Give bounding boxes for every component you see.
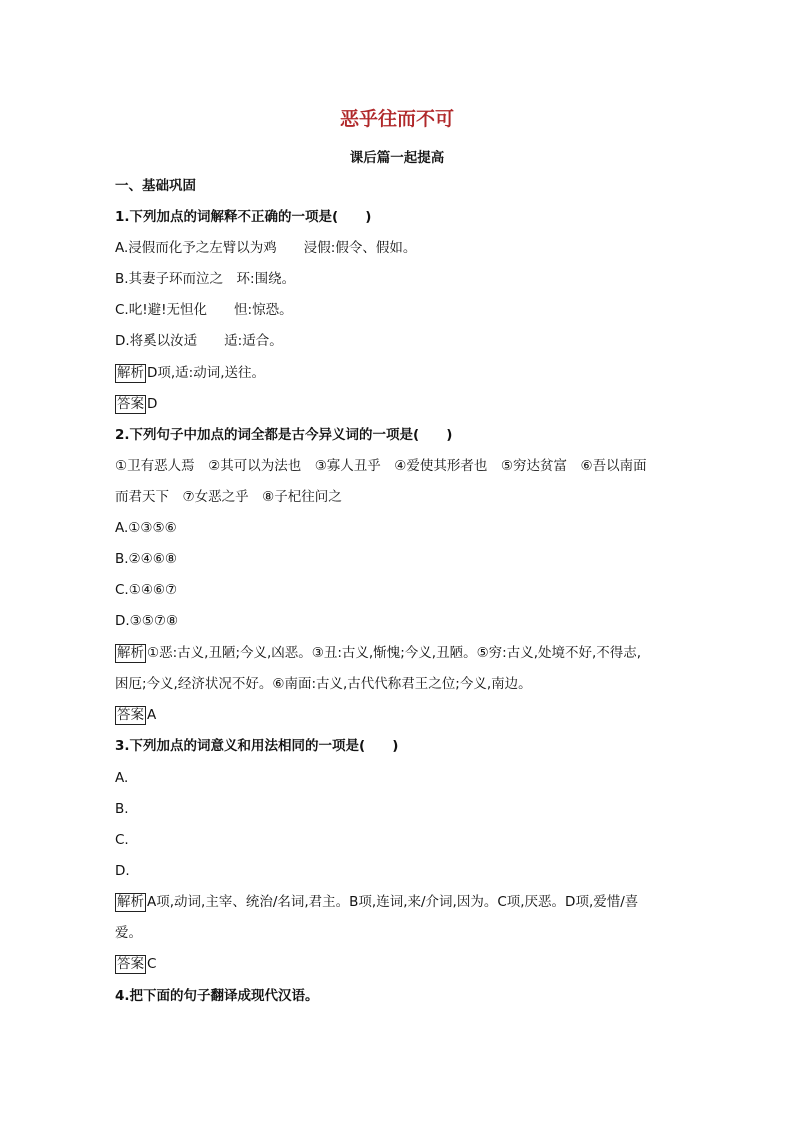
q2-analysis-text: ①恶:古义,丑陋;今义,凶恶。③丑:古义,惭愧;今义,丑陋。⑤穷:古义,处境不好,不得志, bbox=[147, 645, 642, 661]
q1-answer bbox=[115, 394, 157, 414]
q3-stem: 3.下列加点的词意义和用法相同的一项是( ) bbox=[115, 738, 399, 754]
q2-stem: 2.下列句子中加点的词全都是古今异义词的一项是( ) bbox=[115, 427, 453, 443]
q1-option-a: A.浸假而化予之左臂以为鸡 浸假:假令、假如。 bbox=[115, 240, 417, 256]
q3-answer-text: C bbox=[147, 956, 157, 972]
answer-tag: 答案 bbox=[117, 956, 144, 972]
q1-answer-text: D bbox=[147, 396, 158, 412]
q3-option-a: A. bbox=[115, 770, 129, 786]
q2-option-b: B.②④⑥⑧ bbox=[115, 551, 177, 567]
q1-analysis bbox=[115, 363, 265, 383]
q1-option-b: B.其妻子环而泣之 环:围绕。 bbox=[115, 271, 296, 287]
q2-answer-text: A bbox=[147, 707, 157, 723]
page-subtitle: 课后篇一起提高 bbox=[349, 150, 445, 166]
q2-analysis-line2: 困厄;今义,经济状况不好。⑥南面:古义,古代代称君王之位;今义,南边。 bbox=[115, 676, 532, 692]
q2-option-c: C.①④⑥⑦ bbox=[115, 582, 178, 598]
q4-stem: 4.把下面的句子翻译成现代汉语。 bbox=[115, 988, 319, 1004]
q2-list-line1: ①卫有恶人焉 ②其可以为法也 ③寡人丑乎 ④爱使其形者也 ⑤穷达贫富 ⑥吾以南面 bbox=[115, 458, 647, 474]
q3-option-d: D. bbox=[115, 863, 130, 879]
q3-answer bbox=[115, 954, 156, 974]
answer-tag: 答案 bbox=[117, 396, 144, 412]
section-heading: 一、基础巩固 bbox=[115, 178, 196, 194]
q2-analysis-line1 bbox=[115, 643, 641, 663]
analysis-tag: 解析 bbox=[117, 645, 144, 661]
q1-stem: 1.下列加点的词解释不正确的一项是( ) bbox=[115, 209, 372, 225]
q1-option-d: D.将奚以汝适 适:适合。 bbox=[115, 333, 283, 349]
analysis-tag: 解析 bbox=[117, 365, 144, 381]
analysis-tag: 解析 bbox=[117, 894, 144, 910]
q1-option-c: C.叱!避!无怛化 怛:惊恐。 bbox=[115, 302, 293, 318]
q3-analysis-line1 bbox=[115, 892, 638, 912]
answer-tag: 答案 bbox=[117, 707, 144, 723]
q1-analysis-text: D项,适:动词,送往。 bbox=[147, 365, 266, 381]
page-title: 恶乎往而不可 bbox=[339, 108, 454, 130]
q3-option-b: B. bbox=[115, 801, 129, 817]
q3-analysis-line2: 爱。 bbox=[115, 925, 142, 941]
q2-option-d: D.③⑤⑦⑧ bbox=[115, 613, 179, 629]
q2-option-a: A.①③⑤⑥ bbox=[115, 520, 177, 536]
q3-analysis-text: A项,动词,主宰、统治/名词,君主。B项,连词,来/介词,因为。C项,厌恶。D项,爱惜/喜 bbox=[147, 894, 639, 910]
q3-option-c: C. bbox=[115, 832, 129, 848]
q2-answer bbox=[115, 705, 156, 725]
q2-list-line2: 而君天下 ⑦女恶之乎 ⑧子杞往问之 bbox=[115, 489, 342, 505]
